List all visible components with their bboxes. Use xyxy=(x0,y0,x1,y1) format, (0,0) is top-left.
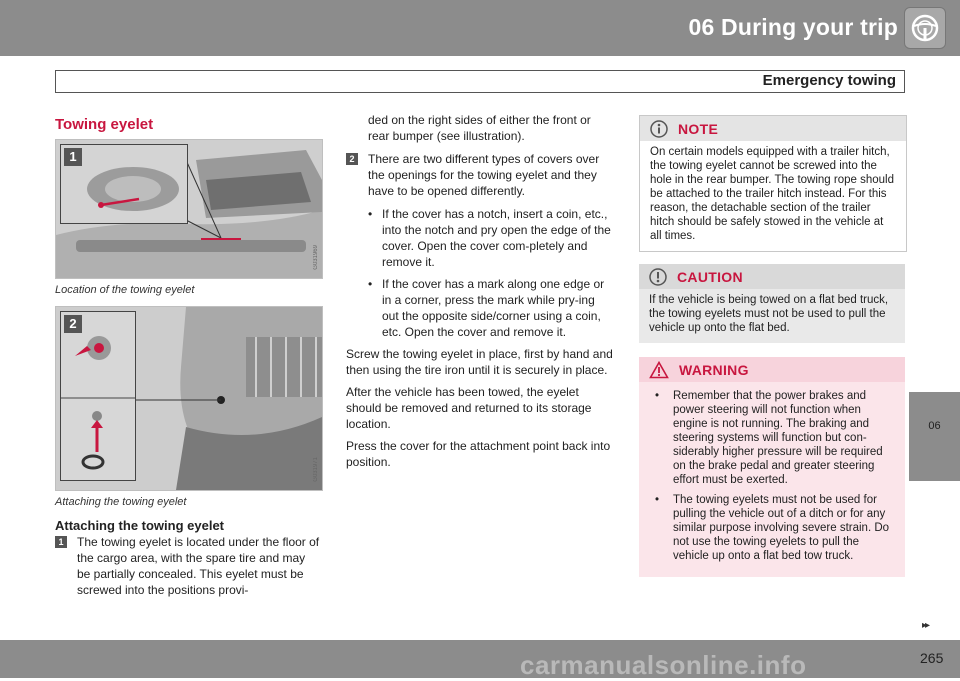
warning-bullet: • Remember that the power brakes and power steering will not function when engine is not running. The braking and steering systems will function but con-siderably higher pressure will be required on the brake pedal and greater steering effort must be exerted. xyxy=(649,389,895,487)
step-number: 1 xyxy=(55,536,67,548)
chapter-side-tab xyxy=(909,392,960,481)
right-column xyxy=(639,115,905,577)
note-header xyxy=(640,116,906,141)
subheading: Attaching the towing eyelet xyxy=(55,518,225,533)
left-column xyxy=(55,112,321,605)
step-number: 2 xyxy=(346,153,358,165)
continue-arrows: ▸▸ xyxy=(922,620,929,631)
figure-badge-2: 2 xyxy=(64,315,82,333)
continuation-text: ded on the right sides of either the front or rear bumper (see illustration). xyxy=(368,113,591,143)
side-tab-label: 06 xyxy=(928,420,941,432)
figure-badge-1: 1 xyxy=(64,148,82,166)
bullet-item: • If the cover has a mark along one edge or in a corner, press the mark while pry-ing out the opposite side/corner using a coin, etc. Open the cover and remove it. xyxy=(346,276,614,340)
footer-bar xyxy=(0,640,960,678)
step-1-continuation xyxy=(346,112,614,144)
paragraph: After the vehicle has been towed, the eyelet should be removed and returned to its storage location. xyxy=(346,385,592,431)
figure-caption: Attaching the towing eyelet xyxy=(55,496,187,508)
figure-cargo-area xyxy=(55,139,323,279)
paragraph: Screw the towing eyelet in place, first by hand and then using the tire iron until it is securely in place. xyxy=(346,347,613,377)
inset-eyelet-steps xyxy=(60,311,136,481)
step-1 xyxy=(55,534,321,598)
page-number: 265 xyxy=(920,650,944,666)
warning-label: WARNING xyxy=(679,361,749,378)
warning-body xyxy=(639,382,905,577)
step-2 xyxy=(346,151,614,199)
paragraph: Press the cover for the attachment point back into position. xyxy=(346,439,611,469)
section-header-bar xyxy=(55,70,905,93)
figure-code: G031969 xyxy=(313,245,319,270)
chapter-header-bar xyxy=(0,0,960,56)
note-box xyxy=(639,115,907,252)
figure-front-bumper xyxy=(55,306,323,491)
warning-header xyxy=(639,357,905,382)
warning-bullet: • The towing eyelets must not be used for pulling the vehicle out of a ditch or for any similar purpose involving severe strain. Do not use the towing eyelets to pull the vehicle up onto a flat bed tow truck. xyxy=(649,493,895,563)
caution-text: If the vehicle is being towed on a flat bed truck, the towing eyelets must not be used to pull the vehicle up onto the flat bed. xyxy=(649,294,889,334)
eyelet-steps-illustration xyxy=(61,312,135,480)
figure-caption: Location of the towing eyelet xyxy=(55,284,195,296)
middle-column xyxy=(346,112,614,476)
info-icon xyxy=(650,120,668,138)
chapter-title: 06 During your trip xyxy=(688,14,898,40)
exclamation-icon xyxy=(649,268,667,286)
caution-header xyxy=(639,264,905,289)
step-text: There are two different types of covers over the openings for the towing eyelet and they have to be opened differently. xyxy=(368,152,600,198)
section-heading: Towing eyelet xyxy=(55,116,154,133)
note-label: NOTE xyxy=(678,120,719,137)
steering-wheel-icon xyxy=(904,7,946,49)
watermark: carmanualsonline.info xyxy=(520,650,807,680)
caution-box xyxy=(639,264,905,343)
warning-box xyxy=(639,357,905,577)
caution-label: CAUTION xyxy=(677,268,743,285)
section-title: Emergency towing xyxy=(762,72,896,89)
figure-code: G031971 xyxy=(313,457,319,482)
step-text: The towing eyelet is located under the floor of the cargo area, with the spare tire and may be partially concealed. This eyelet must be screwed into the positions provi- xyxy=(77,535,320,597)
warning-triangle-icon xyxy=(649,361,669,379)
note-text: On certain models equipped with a trailer hitch, the towing eyelet cannot be screwed into the hole in the rear bumper. The towing rope should be attached to the trailer hitch instead. For this reason, the detachable section of the trailer hitch should be safely stowed in the vehicle at all times. xyxy=(650,146,894,242)
bullet-item: • If the cover has a notch, insert a coin, etc., into the notch and pry open the edge of the cover. Open the cover com-pletely and remove it. xyxy=(346,206,614,270)
